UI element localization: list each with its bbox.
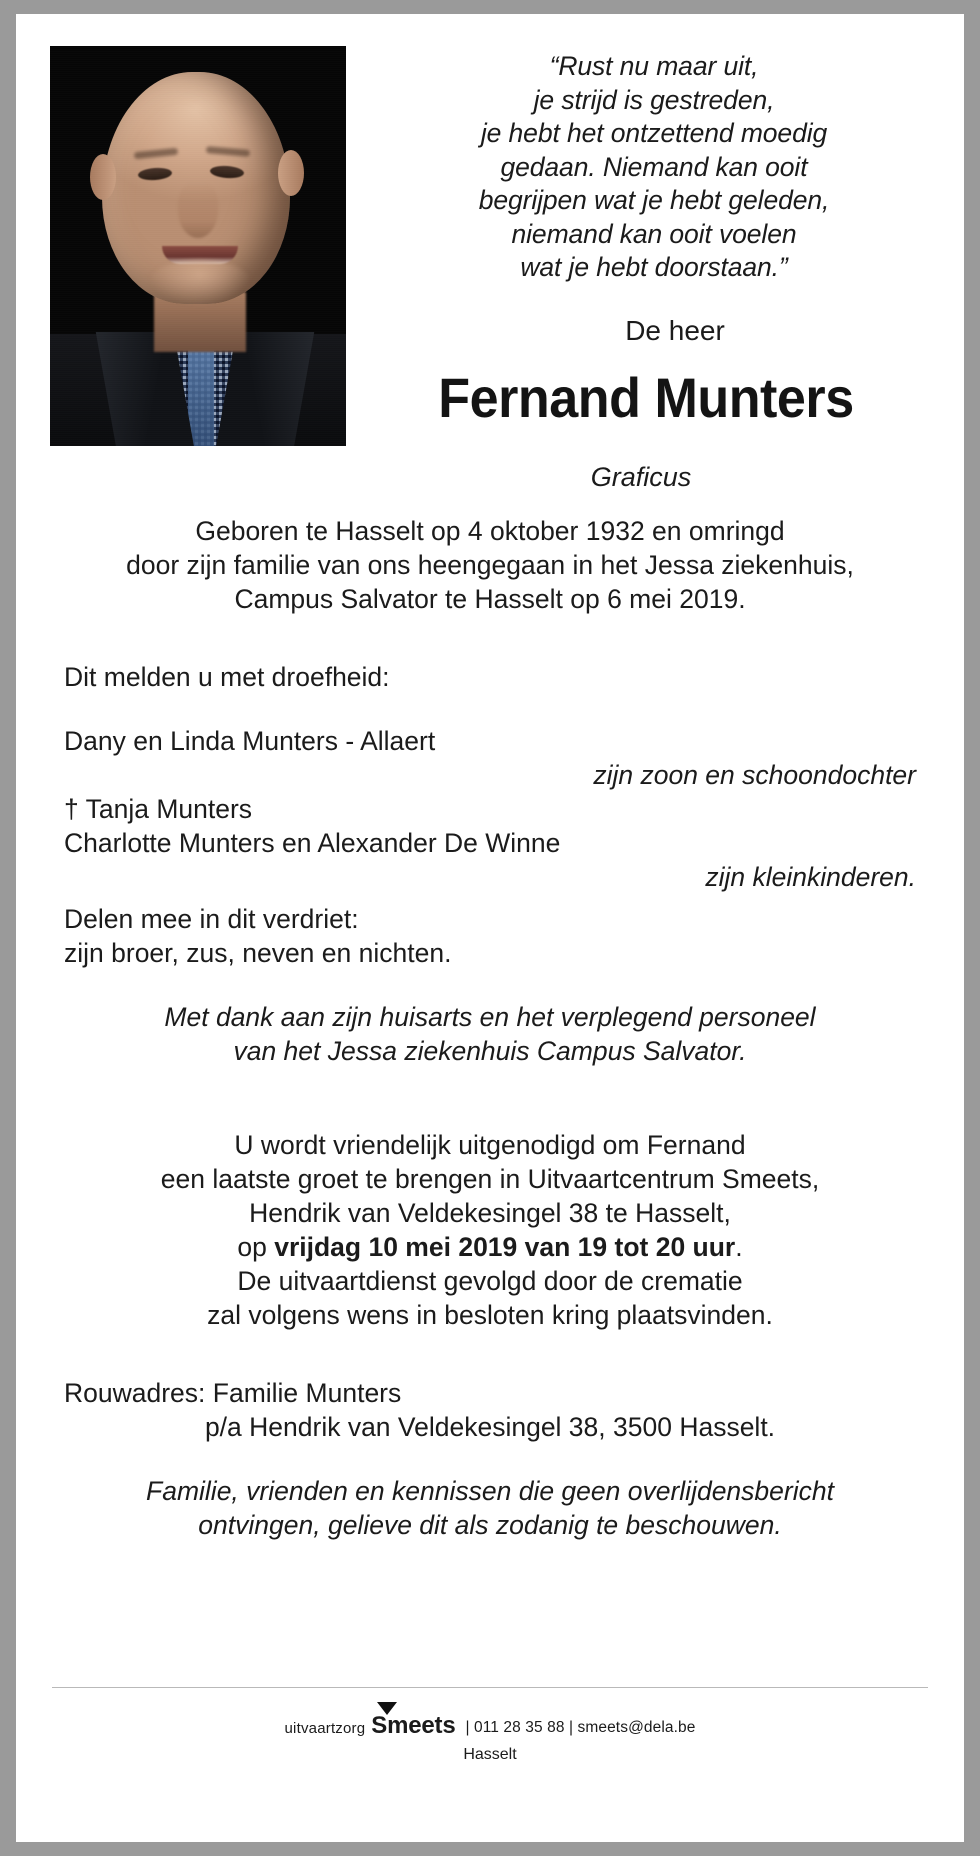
- spacer: [64, 694, 916, 724]
- date-prefix: op: [237, 1232, 275, 1262]
- memorial-card: [16, 14, 964, 1842]
- son-line: Dany en Linda Munters - Allaert: [64, 726, 436, 756]
- invitation-line: zal volgens wens in besloten kring plaatsvinden.: [207, 1300, 773, 1330]
- birth-death-block: [52, 514, 928, 616]
- mourning-address-label: Rouwadres: Familie Munters: [64, 1378, 402, 1408]
- sharing-line: zijn broer, zus, neven en nichten.: [64, 938, 452, 968]
- footer-brand-line: [285, 1714, 696, 1738]
- triangle-icon: [377, 1702, 397, 1715]
- birth-death-line: Campus Salvator te Hasselt op 6 mei 2019.: [234, 584, 746, 614]
- birth-death-line: Geboren te Hasselt op 4 oktober 1932 en omringd: [195, 516, 785, 546]
- photo-tie: [188, 346, 214, 446]
- grandchild-line: Charlotte Munters en Alexander De Winne: [64, 828, 561, 858]
- memorial-poem: [376, 50, 932, 285]
- spacer: [52, 1112, 928, 1128]
- thanks-line: van het Jessa ziekenhuis Campus Salvator.: [233, 1036, 747, 1066]
- notice-block: [52, 1474, 928, 1542]
- portrait-photo: [50, 46, 346, 446]
- photo-chin: [148, 260, 252, 306]
- footer-logo: [365, 1714, 457, 1738]
- spacer: [52, 616, 928, 660]
- poem-line: wat je hebt doorstaan.”: [520, 252, 788, 282]
- invitation-block: [52, 1128, 928, 1332]
- spacer: [52, 970, 928, 1000]
- footer-contact: | 011 28 35 88 | smeets@dela.be: [465, 1718, 696, 1736]
- invitation-line: U wordt vriendelijk uitgenodigd om Fernand: [234, 1130, 746, 1160]
- card-header: [16, 14, 964, 492]
- card-body: [16, 514, 964, 1542]
- invitation-date-line: [52, 1230, 928, 1264]
- photo-ear-right: [278, 150, 304, 196]
- footer-brand: Smeets: [371, 1712, 456, 1739]
- footer-city: Hasselt: [463, 1746, 517, 1763]
- mourning-address-detail: p/a Hendrik van Veldekesingel 38, 3500 Hasselt.: [204, 1412, 776, 1442]
- son-relation: zijn zoon en schoondochter: [593, 760, 916, 790]
- grandchild-deceased-line: † Tanja Munters: [64, 794, 253, 824]
- invitation-line: een laatste groet te brengen in Uitvaartcentrum Smeets,: [160, 1164, 820, 1194]
- invitation-line: Hendrik van Veldekesingel 38 te Hasselt,: [249, 1198, 731, 1228]
- poem-line: “Rust nu maar uit,: [549, 51, 759, 81]
- spacer: [52, 1068, 928, 1112]
- profession: Graficus: [590, 462, 692, 492]
- footer-divider: [52, 1687, 928, 1688]
- grandchildren-relation: zijn kleinkinderen.: [705, 862, 916, 892]
- spacer: [64, 894, 916, 902]
- notice-line: ontvingen, gelieve dit als zodanig te beschouwen.: [198, 1510, 782, 1540]
- poem-line: gedaan. Niemand kan ooit: [500, 151, 808, 182]
- announcement-block: [52, 660, 928, 970]
- poem-line: niemand kan ooit voelen: [511, 218, 797, 249]
- deceased-name: Fernand Munters: [438, 366, 854, 429]
- notice-line: Familie, vrienden en kennissen die geen overlijdensbericht: [146, 1476, 834, 1506]
- photo-nose: [178, 182, 218, 238]
- date-suffix: .: [735, 1232, 743, 1262]
- spacer: [52, 1332, 928, 1376]
- poem-line: je hebt het ontzettend moedig: [480, 118, 828, 148]
- poem-line: je strijd is gestreden,: [533, 84, 775, 115]
- footer: [16, 1714, 964, 1764]
- spacer: [52, 1444, 928, 1474]
- announcement-intro: Dit melden u met droefheid:: [64, 662, 390, 692]
- thanks-block: [52, 1000, 928, 1068]
- birth-death-line: door zijn familie van ons heengegaan in het Jessa ziekenhuis,: [126, 550, 854, 580]
- sharing-intro: Delen mee in dit verdriet:: [64, 904, 359, 934]
- salutation: De heer: [625, 315, 725, 346]
- invitation-line: De uitvaartdienst gevolgd door de crematie: [237, 1266, 743, 1296]
- thanks-line: Met dank aan zijn huisarts en het verplegend personeel: [164, 1002, 816, 1032]
- poem-line: begrijpen wat je hebt geleden,: [478, 185, 830, 215]
- photo-ear-left: [90, 154, 116, 200]
- mourning-address-block: [52, 1376, 928, 1444]
- footer-prefix: uitvaartzorg: [284, 1720, 366, 1737]
- date-value: vrijdag 10 mei 2019 van 19 tot 20 uur: [274, 1232, 736, 1262]
